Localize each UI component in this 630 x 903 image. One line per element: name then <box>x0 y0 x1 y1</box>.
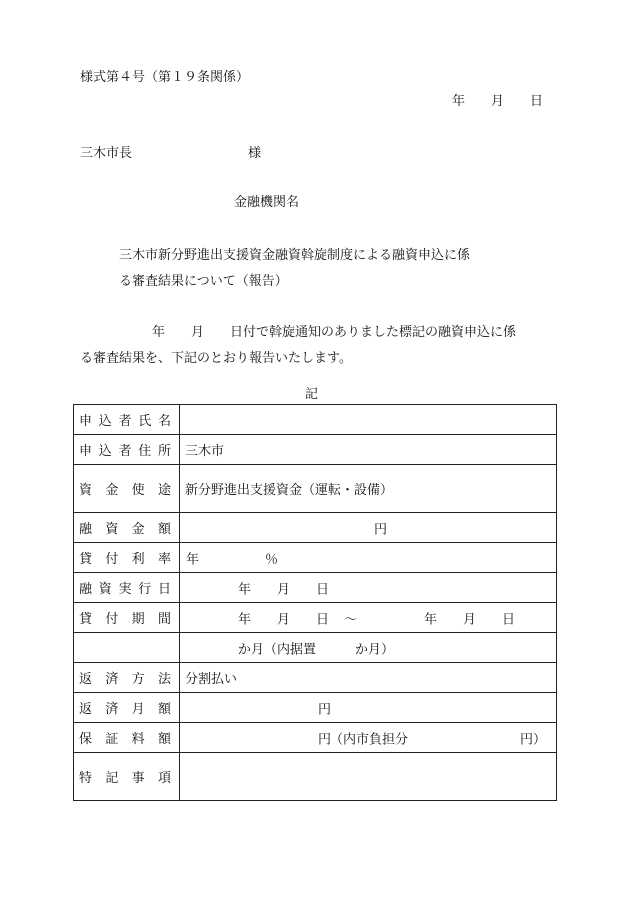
label-char: 証 <box>105 732 119 747</box>
interest-rate-value[interactable] <box>180 543 557 573</box>
row-loan-date <box>74 573 557 603</box>
period-end: 年 月 日 <box>424 612 516 627</box>
loan-months-value[interactable] <box>180 633 557 663</box>
label-char: 資 <box>79 483 93 498</box>
fund-use-value[interactable]: 新分野進出支援資金（運転・設備） <box>180 465 557 513</box>
label-char: 記 <box>105 771 119 786</box>
applicant-address-value[interactable]: 三木市 <box>180 435 557 465</box>
label-char: 込 <box>98 414 112 429</box>
report-table <box>73 404 557 801</box>
label-char: 額 <box>157 702 171 717</box>
monthly-repayment-value[interactable] <box>180 693 557 723</box>
label-char: 者 <box>118 444 132 459</box>
label-cell <box>74 513 180 543</box>
label-char: 使 <box>131 483 145 498</box>
label-cell <box>74 435 180 465</box>
label-char: 行 <box>138 582 152 597</box>
yen-unit: 円 <box>318 732 332 747</box>
label-char: 事 <box>131 771 145 786</box>
label-cell <box>74 663 180 693</box>
period-tilde: ～ <box>344 612 358 627</box>
label-char: 融 <box>79 582 93 597</box>
label-char: 資 <box>98 582 112 597</box>
label-cell-empty <box>74 633 180 663</box>
label-char: 料 <box>131 732 145 747</box>
per-year-prefix: 年 <box>186 552 200 567</box>
repayment-method-value[interactable]: 分割払い <box>180 663 557 693</box>
label-char: 氏 <box>138 414 152 429</box>
addressee-name: 三木市長 <box>80 146 133 161</box>
document-title <box>119 243 470 295</box>
yen-unit: 円 <box>318 702 332 717</box>
title-line-2: る審査結果について（報告） <box>119 274 288 289</box>
row-monthly-repayment <box>74 693 557 723</box>
label-char: 法 <box>157 672 171 687</box>
body-line-1: 年 月 日付で斡旋通知のありました標記の融資申込に係 <box>152 325 517 340</box>
row-loan-amount <box>74 513 557 543</box>
label-char: 項 <box>157 771 171 786</box>
label-cell <box>74 723 180 753</box>
guarantee-fee-value[interactable] <box>180 723 557 753</box>
label-cell <box>74 753 180 801</box>
label-char: 済 <box>105 702 119 717</box>
institution-label: 金融機関名 <box>234 195 300 210</box>
label-cell <box>74 603 180 633</box>
months-text: か月（内据置 か月） <box>238 642 395 657</box>
label-char: 貸 <box>79 552 93 567</box>
row-repayment-method <box>74 663 557 693</box>
label-char: 済 <box>105 672 119 687</box>
loan-date: 年 月 日 <box>238 582 330 597</box>
label-char: 月 <box>131 702 145 717</box>
label-char: 申 <box>79 414 93 429</box>
label-cell <box>74 543 180 573</box>
note-label: 記 <box>305 387 319 402</box>
label-char: 返 <box>79 702 93 717</box>
label-char: 者 <box>118 414 132 429</box>
label-char: 申 <box>79 444 93 459</box>
yen-unit: 円 <box>374 522 388 537</box>
label-char: 資 <box>105 522 119 537</box>
label-char: 返 <box>79 672 93 687</box>
label-char: 途 <box>157 483 171 498</box>
loan-amount-value[interactable] <box>180 513 557 543</box>
label-char: 金 <box>105 483 119 498</box>
loan-period-value[interactable] <box>180 603 557 633</box>
row-guarantee-fee <box>74 723 557 753</box>
row-loan-period <box>74 603 557 633</box>
label-char: 貸 <box>79 612 93 627</box>
label-char: 期 <box>131 612 145 627</box>
percent-unit: ％ <box>265 552 279 567</box>
label-cell <box>74 573 180 603</box>
row-applicant-name <box>74 405 557 435</box>
body-text <box>80 320 516 372</box>
label-char: 保 <box>79 732 93 747</box>
label-char: 特 <box>79 771 93 786</box>
label-char: 実 <box>118 582 132 597</box>
special-notes-value[interactable] <box>180 753 557 801</box>
label-char: 額 <box>157 732 171 747</box>
label-char: 利 <box>131 552 145 567</box>
label-char: 間 <box>157 612 171 627</box>
body-line-2: る審査結果を、下記のとおり報告いたします。 <box>80 351 352 366</box>
applicant-name-value[interactable] <box>180 405 557 435</box>
label-char: 所 <box>157 444 171 459</box>
honorific: 様 <box>248 146 262 161</box>
label-char: 額 <box>157 522 171 537</box>
label-char: 融 <box>79 522 93 537</box>
label-char: 付 <box>105 612 119 627</box>
form-number: 様式第４号（第１９条関係） <box>80 70 250 85</box>
label-char: 住 <box>138 444 152 459</box>
label-cell <box>74 465 180 513</box>
label-cell <box>74 693 180 723</box>
title-line-1: 三木市新分野進出支援資金融資斡旋制度による融資申込に係 <box>119 248 471 263</box>
row-applicant-address <box>74 435 557 465</box>
period-start: 年 月 日 <box>238 612 330 627</box>
city-share-label: （内市負担分 <box>330 732 409 747</box>
label-char: 名 <box>157 414 171 429</box>
loan-date-value[interactable] <box>180 573 557 603</box>
label-cell <box>74 405 180 435</box>
label-char: 方 <box>131 672 145 687</box>
label-char: 率 <box>157 552 171 567</box>
row-fund-use <box>74 465 557 513</box>
label-char: 日 <box>157 582 171 597</box>
row-interest-rate <box>74 543 557 573</box>
city-share-yen: 円） <box>520 732 547 747</box>
label-char: 金 <box>131 522 145 537</box>
label-char: 込 <box>98 444 112 459</box>
row-special-notes <box>74 753 557 801</box>
addressee <box>80 146 262 162</box>
row-loan-months <box>74 633 557 663</box>
label-char: 付 <box>105 552 119 567</box>
report-date: 年 月 日 <box>452 94 544 109</box>
